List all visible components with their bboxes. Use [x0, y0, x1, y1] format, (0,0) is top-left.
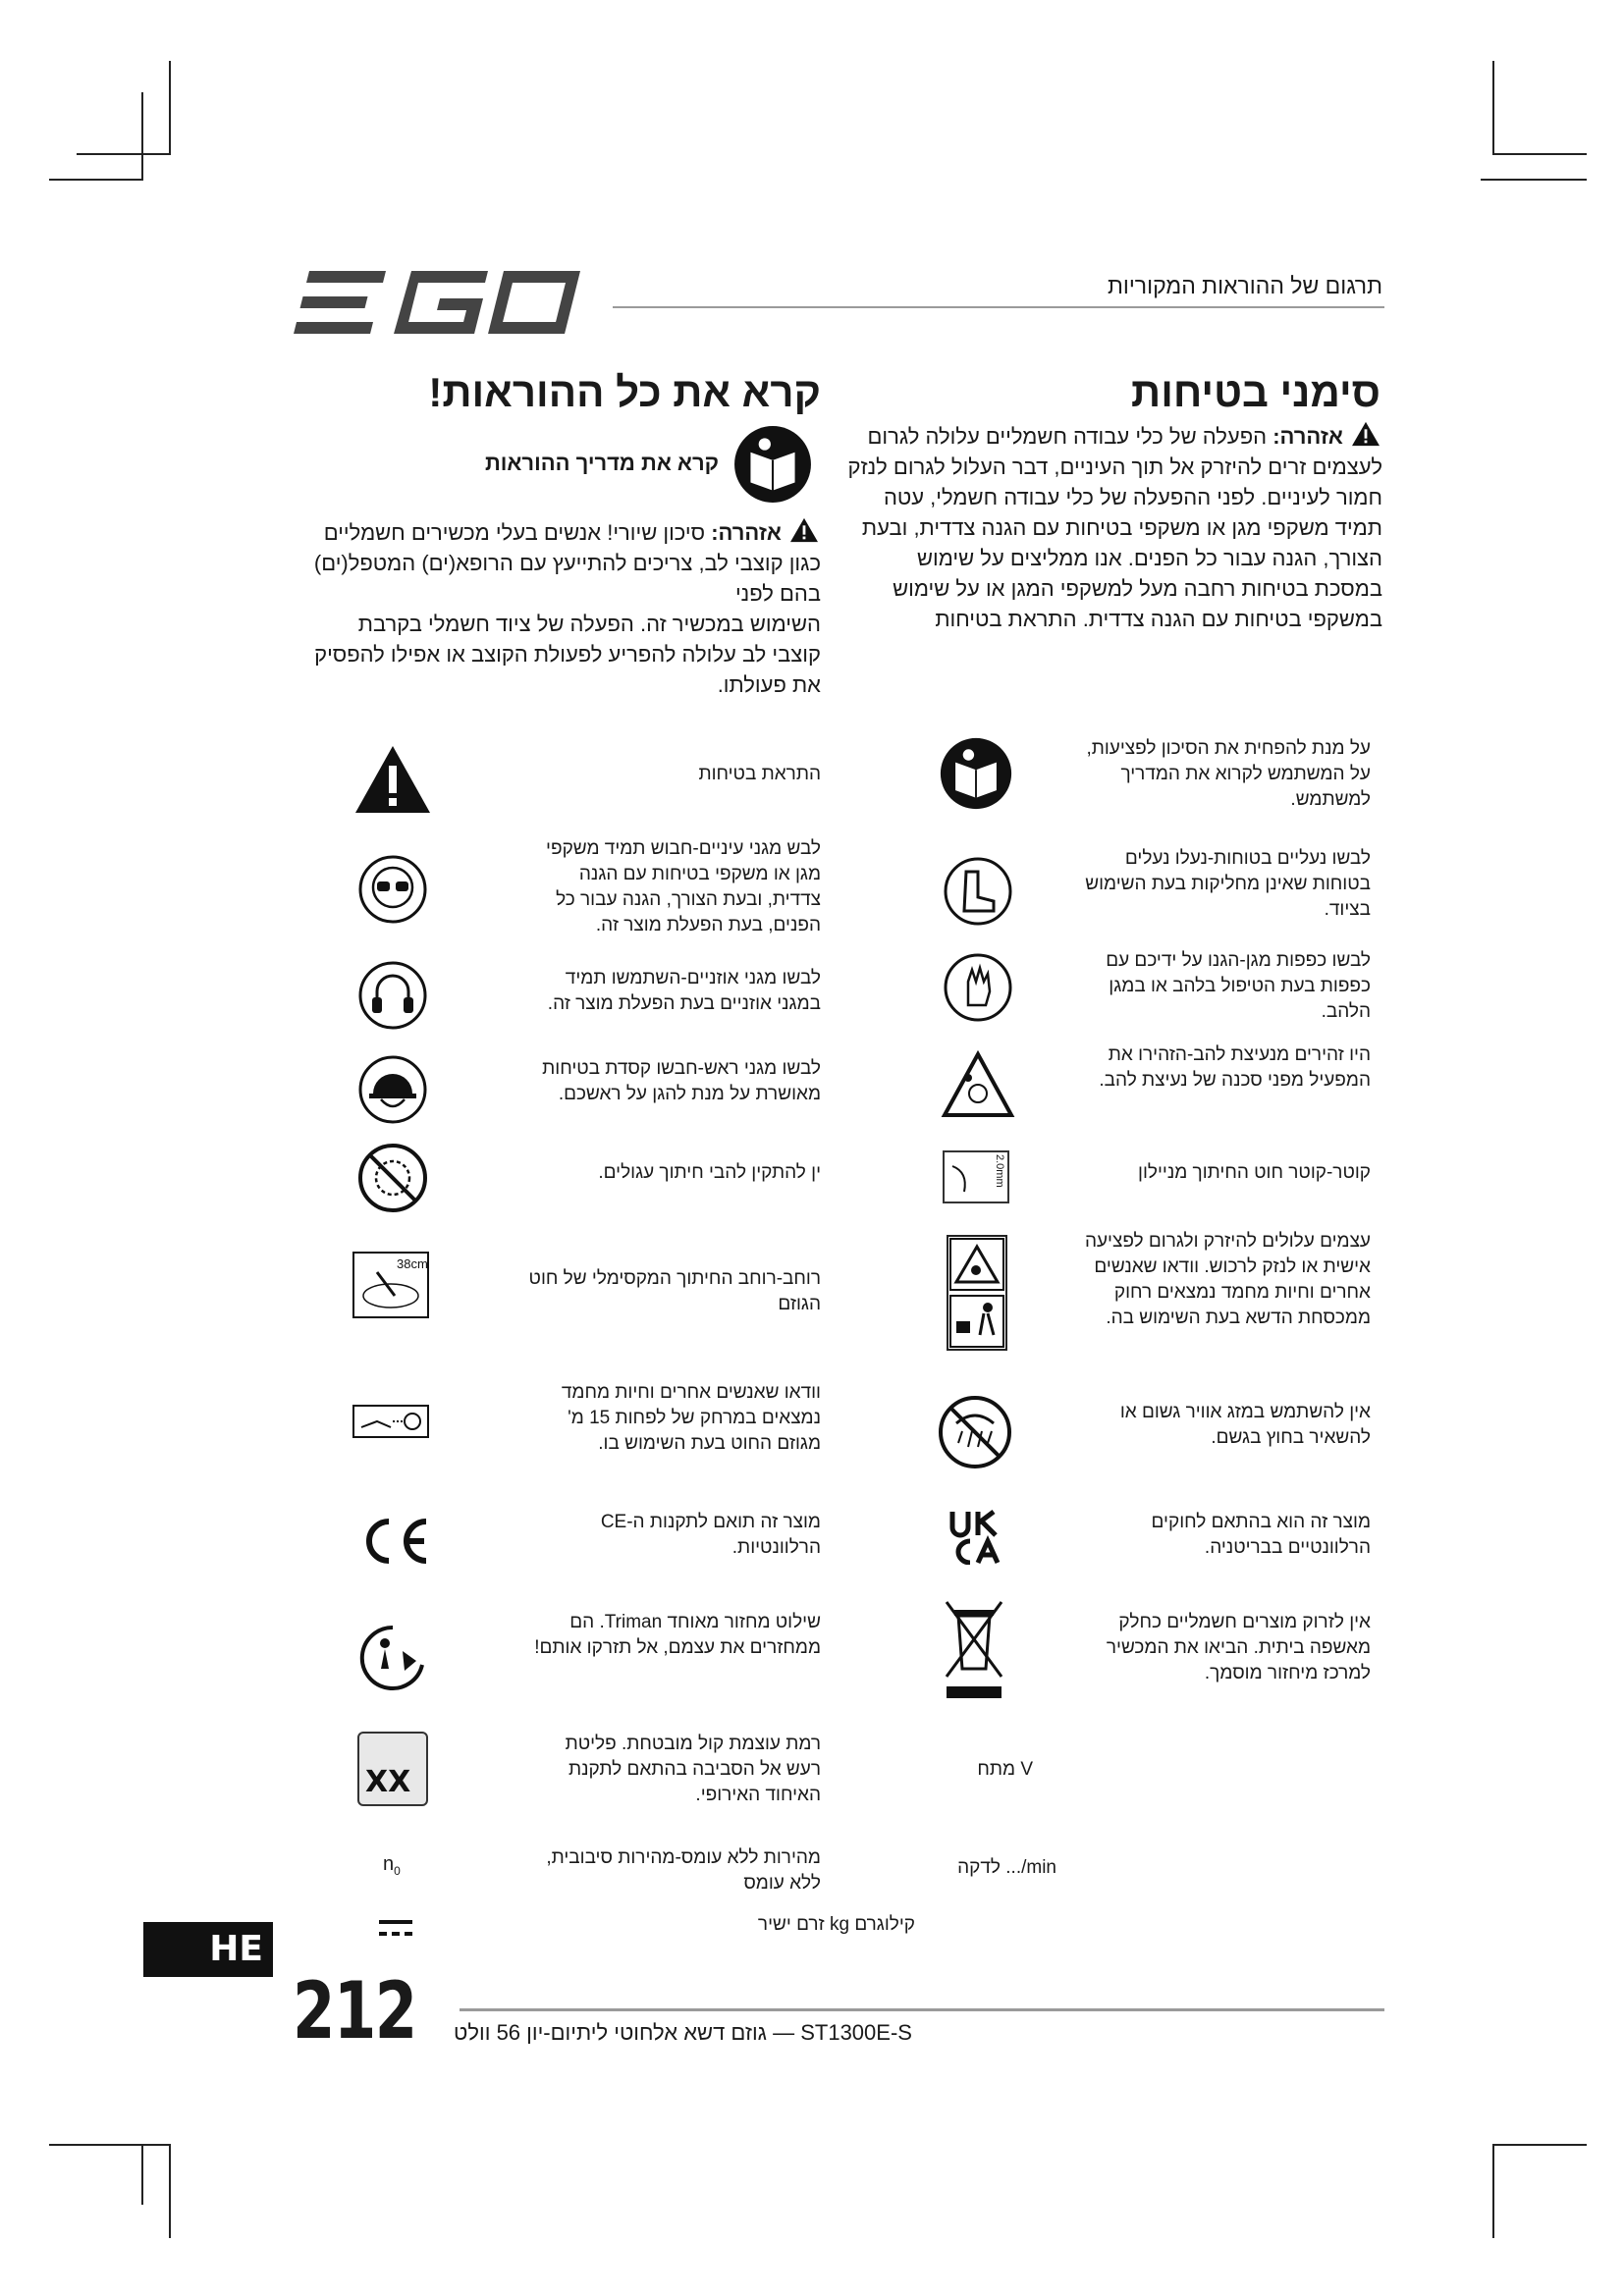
noise-level-label: XX: [365, 1765, 411, 1799]
safety-boots-icon: [943, 856, 1013, 927]
safety-alert-icon: [352, 742, 434, 817]
symbol-text: רמת עוצמת קול מובטחת. פליטת רעש אל הסביבה בהתאם לתקנת האיחוד האירופי.: [565, 1734, 821, 1805]
symbol-text: שילוט מחזור מאוחד Triman. הם ממחזרים את עצמם, אל תזרקו אותם!: [534, 1612, 821, 1658]
safety-alert-label: התראת בטיחות: [935, 607, 1077, 631]
crop-mark: [49, 2144, 171, 2146]
read-manual-label: קרא את מדריך ההוראות: [484, 451, 719, 475]
crop-mark: [1492, 153, 1587, 155]
header-title: תרגום של ההוראות המקוריות: [1107, 273, 1382, 298]
no-load-speed-subscript: 0: [394, 1864, 401, 1878]
no-load-speed-letter: n: [383, 1853, 395, 1875]
language-tag: HE: [143, 1922, 273, 1977]
no-circular-blades-icon: [357, 1143, 428, 1213]
symbol-text: לבשו מגני ראש-חבשו קסדת בטיחות מאושרת על מנת להגן על ראשכם.: [542, 1058, 821, 1104]
ce-mark-icon: [355, 1514, 430, 1569]
symbol-text: אין להשתמש במזג אוויר גשום או להשאיר בחוץ בגשם.: [1119, 1402, 1371, 1448]
symbol-text: לבשו נעליים בטוחות-נעלו נעלים בטוחות שאינן מחליקות בעת השימוש בציוד.: [1085, 848, 1371, 920]
symbol-text: מוצר זה תואם לתקנות ה-CE הרלוונטיות.: [600, 1512, 821, 1558]
read-instructions-title: קרא את כל ההוראות!: [428, 369, 821, 415]
ukca-mark-icon: [947, 1510, 1003, 1565]
crop-mark: [141, 92, 143, 181]
cutting-width-icon: [352, 1251, 430, 1319]
symbol-text: על מנת להפחית את הסיכון לפציעות, על המשתמש לקרוא את המדריך למשתמש.: [1086, 738, 1371, 810]
weee-icon: [943, 1596, 1005, 1700]
symbol-text: עצמים עלולים להיזרק ולגרום לפציעה אישית או לנזק לרכוש. וודאו שאנשים אחרים וחיות מחמד נמצאים רחוק ממכסחת הדשא בעת השימוש בה.: [1084, 1231, 1371, 1328]
bystander-distance-icon: [352, 1402, 430, 1441]
volts-symbol: V מתח: [977, 1759, 1033, 1780]
symbol-text: מוצר זה הוא בהתאם לחוקים הרלוונטיים בבריטניה.: [1151, 1512, 1371, 1558]
crop-mark: [1492, 2144, 1587, 2146]
no-load-speed-symbol: [383, 1853, 401, 1878]
crop-mark: [169, 2144, 171, 2238]
symbol-text: לבש מגני עיניים-חבוש תמיד משקפי מגן או משקפי בטיחות עם הגנה צדדית, ובעת הצורך, הגנה עבור כל הפנים, בעת הפעלת מוצר זה.: [546, 838, 821, 935]
crop-mark: [1492, 2144, 1494, 2238]
warning-triangle-icon: [787, 516, 821, 544]
head-protection-icon: [357, 1054, 428, 1125]
cutting-width-label: 38cm: [397, 1256, 428, 1271]
direct-current-icon: [379, 1918, 412, 1940]
symbol-text: מהירות ללא עומס-מהירות סיבובית, ללא עומס: [546, 1847, 821, 1894]
symbol-text: אין לזרוק מוצרים חשמליים כחלק מאשפה ביתית. הביאו את המכשיר למרכז מיחזור מוסמך.: [1106, 1612, 1371, 1683]
header-rule: [613, 306, 1384, 308]
triman-icon: [355, 1622, 430, 1694]
ego-logo: [287, 267, 581, 338]
blade-kickback-icon: [941, 1050, 1015, 1119]
pacemaker-warning-label: אזהרה:: [711, 520, 782, 545]
crop-mark: [77, 153, 171, 155]
page-number: 212: [293, 1965, 416, 2056]
footer-product: ST1300E-S — גוזם דשא אלחוטי ליתיום-יון 56 וולט: [454, 2020, 912, 2045]
symbol-text: התראת בטיחות: [698, 764, 821, 784]
no-rain-icon: [937, 1394, 1013, 1470]
symbol-text: לבשו כפפות מגן-הגנו על ידיכם עם כפפות בעת הטיפול בלהב או במגן הלהב.: [1106, 950, 1371, 1022]
nylon-line-icon: [943, 1150, 1009, 1203]
crop-mark: [49, 179, 143, 181]
read-manual-icon: [939, 736, 1013, 811]
crop-mark: [169, 61, 171, 155]
symbol-text: ין להתקין להבי חיתוך עגולים.: [598, 1162, 821, 1183]
pacemaker-warning-paragraph: [310, 516, 821, 700]
pacemaker-warning-text-2: השימוש במכשיר זה. הפעלה של ציוד חשמלי בקרבת קוצבי לב עלולה להפריע לפעולת הקוצב או אפילו להפסיק את פעולתו.: [314, 612, 821, 697]
eye-protection-icon: [357, 854, 428, 925]
thrown-objects-icon: [947, 1235, 1007, 1351]
gloves-icon: [943, 952, 1013, 1023]
ear-protection-icon: [357, 960, 428, 1031]
symbol-text: היו זהירים מנעיצת להב-הזהירו את המפעיל מפני סכנה של נעיצת להב.: [1099, 1044, 1371, 1091]
safety-warning-paragraph: [844, 420, 1382, 634]
warning-label: אזהרה:: [1272, 424, 1343, 449]
symbol-text: קילוגרם kg זרם ישיר: [757, 1914, 915, 1935]
footer-rule: [460, 2008, 1384, 2011]
crop-mark: [141, 2144, 143, 2205]
safety-symbols-title: סימני בטיחות: [1131, 369, 1380, 415]
crop-mark: [1492, 61, 1494, 155]
symbol-text: רוחב-רוחב החיתוך המקסימלי של חוט הגוזם: [528, 1268, 821, 1314]
noise-level-icon: [357, 1732, 428, 1806]
symbol-text: וודאו שאנשים אחרים וחיות מחמד נמצאים במרחק של לפחות 15 מ' מגוזם החוט בעת השימוש בו.: [561, 1382, 821, 1454]
symbol-text: לבשו מגני אוזניים-השתמשו תמיד במגני אוזניים בעת הפעלת מוצר זה.: [547, 968, 821, 1014]
per-minute-symbol: לדקה .../min: [957, 1857, 1056, 1878]
nylon-line-label: 2.0mm: [994, 1154, 1005, 1188]
warning-triangle-icon: [1349, 420, 1382, 448]
symbol-text: קוטר-קוטר חוט החיתוך מניילון: [1138, 1162, 1371, 1183]
crop-mark: [1481, 179, 1587, 181]
read-manual-icon: [732, 424, 813, 505]
pacemaker-warning-text-1: סיכון שיורי! אנשים בעלי מכשירים חשמליים כגון קוצבי לב, צריכים להתייעץ עם הרופא(ים) המטפל(ים) בהם לפני: [313, 520, 821, 606]
warning-text: הפעלה של כלי עבודה חשמליים עלולה לגרום לעצמים זרים להיזרק אל תוך העיניים, דבר העלול לגרום לנזק חמור לעיניים. לפני ההפעלה של כלי עבודה חשמלי, עטה תמיד משקפי מגן או משקפי בטיחות עם הגנה צדדית, ובעת הצורך, הגנה עבור כל הפנים. אנו ממליצים על שימוש במסכת בטיחות רחבה מעל למשקפי המגן או על שימוש במשקפי בטיחות עם הגנה צדדית.: [847, 424, 1382, 631]
